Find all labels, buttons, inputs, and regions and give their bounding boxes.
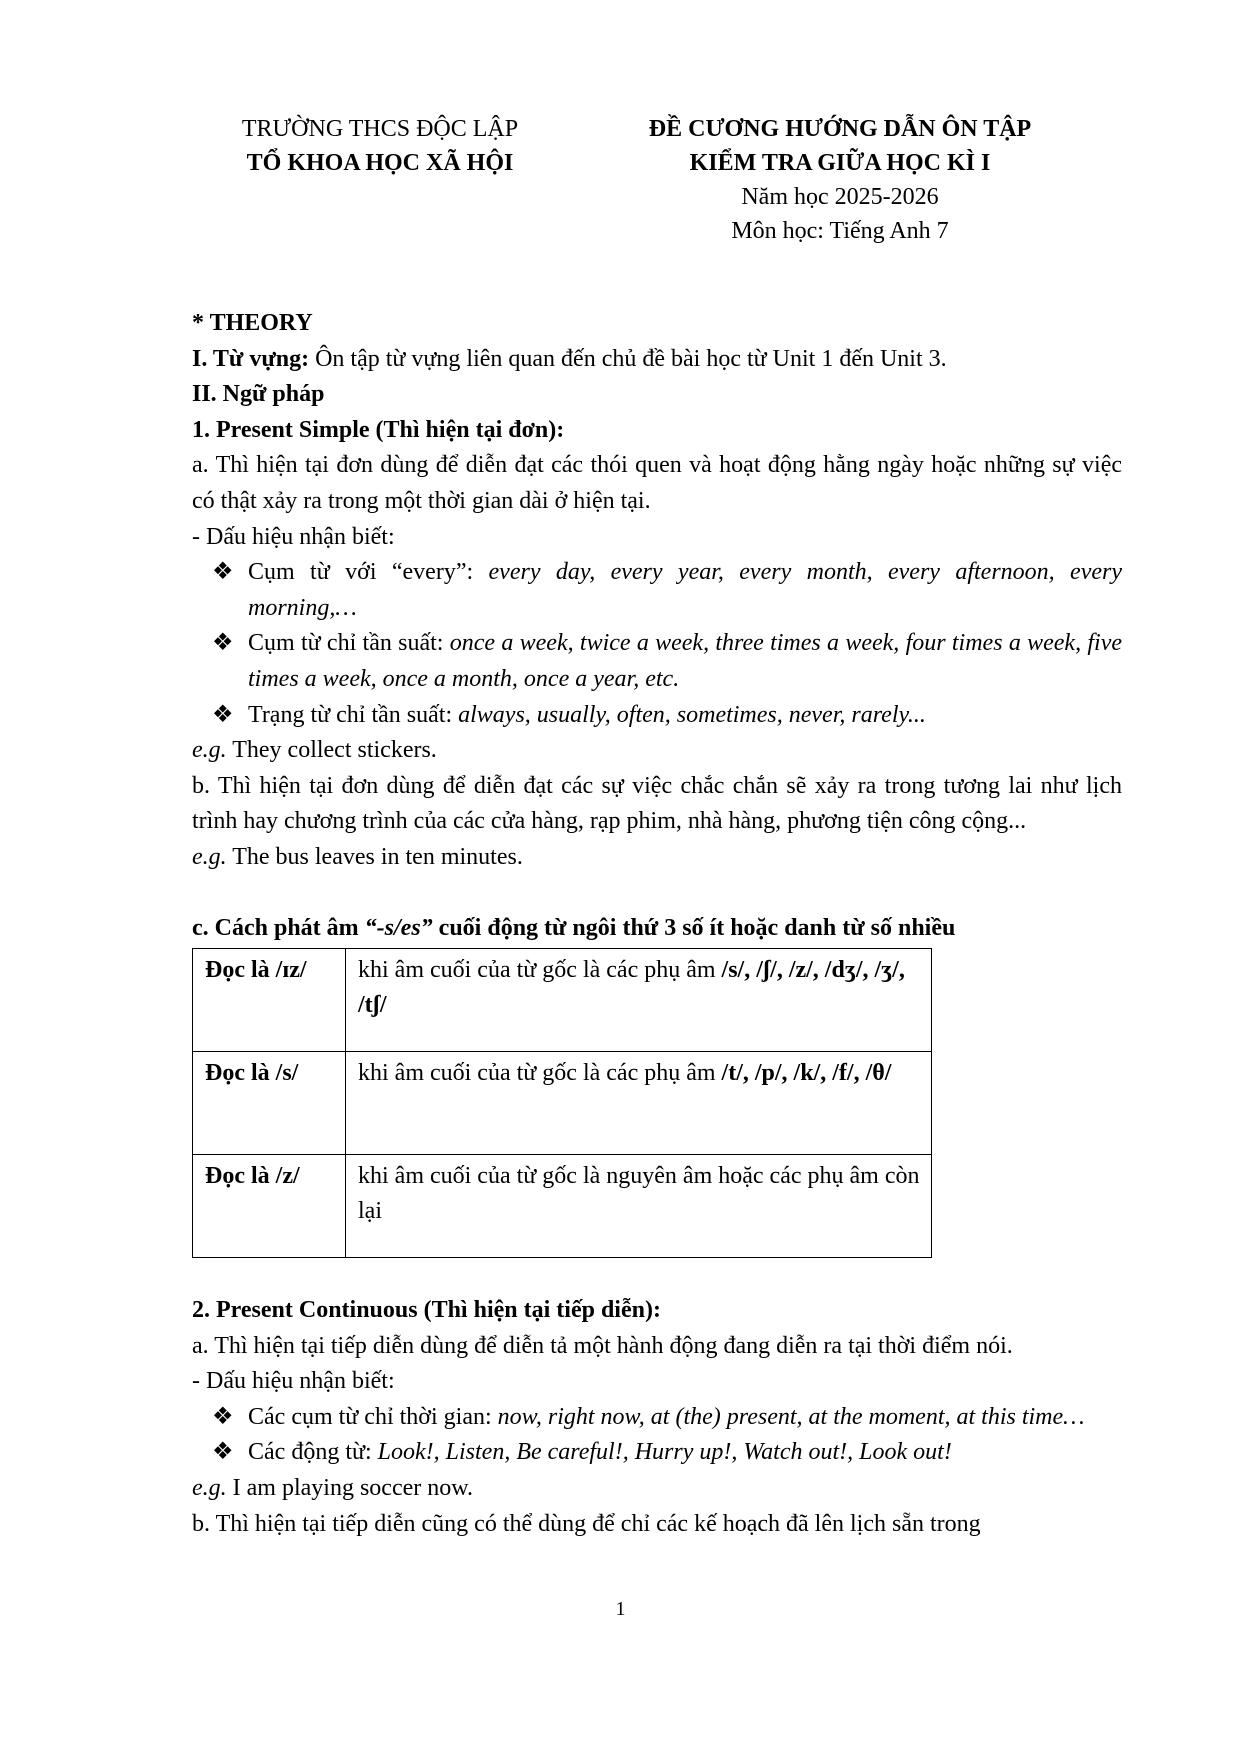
table-row <box>193 949 932 1052</box>
pronunciation-heading-pre: c. Cách phát âm <box>192 914 365 941</box>
document-subtitle: KIỂM TRA GIỮA HỌC KÌ I <box>689 150 991 176</box>
present-continuous-signs-label: - Dấu hiệu nhận biết: <box>192 1368 395 1395</box>
list-item <box>192 1435 1122 1471</box>
school-year: Năm học 2025-2026 <box>741 184 939 210</box>
example-text: I am playing soccer now. <box>226 1475 474 1502</box>
list-item <box>192 698 1122 734</box>
eg-label: e.g. <box>192 737 227 764</box>
department-name: TỔ KHOA HỌC XÃ HỘI <box>246 150 514 176</box>
table-row <box>193 1052 932 1155</box>
grammar-heading: II. Ngữ pháp <box>192 381 325 408</box>
table-row <box>193 1155 932 1258</box>
eg-label: e.g. <box>192 1475 227 1502</box>
list-item <box>192 555 1122 626</box>
pronunciation-heading-suffix: “-s/es” <box>364 914 433 941</box>
vocab-label: I. Từ vựng: <box>192 345 310 372</box>
document-body <box>192 306 1122 1542</box>
bullet-items: Look!, Listen, Be careful!, Hurry up!, Watch out!, Look out! <box>377 1439 952 1466</box>
vocab-paragraph <box>192 342 1122 378</box>
present-simple-b: b. Thì hiện tại đơn dùng để diễn đạt các sự việc chắc chắn sẽ xảy ra trong tương lai như lịch trình hay chương trình của các cửa hàng, rạp phim, nhà hàng, phương tiện công cộng... <box>192 772 1122 835</box>
bullet-label: Cụm từ với “every”: <box>248 559 489 586</box>
present-continuous-b: b. Thì hiện tại tiếp diễn cũng có thể dùng để chỉ các kế hoạch đã lên lịch sẵn trong <box>192 1510 981 1537</box>
example-2 <box>192 840 1122 876</box>
bullet-diamond-icon: ❖ <box>212 1403 234 1430</box>
bullet-items: always, usually, often, sometimes, never, rarely... <box>458 701 926 728</box>
spacer <box>192 1258 1122 1293</box>
table-cell-sound: Đọc là /ɪz/ <box>193 949 346 1052</box>
page-number: 1 <box>615 1598 626 1620</box>
document-title-block <box>590 112 1090 248</box>
present-continuous-a: a. Thì hiện tại tiếp diễn dùng để diễn tả một hành động đang diễn ra tại thời điểm nói. <box>192 1332 1013 1359</box>
present-simple-a: a. Thì hiện tại đơn dùng để diễn đạt các thói quen và hoạt động hằng ngày hoặc những sự việc có thật xảy ra trong một thời gian dài ở hiện tại. <box>192 452 1122 514</box>
bullet-label: Trạng từ chỉ tần suất: <box>248 701 459 728</box>
list-item <box>192 1400 1122 1436</box>
bullet-items: every day, every year, every month, every afternoon, every morning,… <box>248 559 1123 621</box>
present-simple-signs-label: - Dấu hiệu nhận biết: <box>192 523 395 550</box>
bullet-diamond-icon: ❖ <box>212 559 234 586</box>
table-cell-sound: Đọc là /z/ <box>193 1155 346 1258</box>
pronunciation-table <box>192 948 932 1258</box>
bullet-diamond-icon: ❖ <box>212 701 234 728</box>
present-continuous-heading: 2. Present Continuous (Thì hiện tại tiếp diễn): <box>192 1297 661 1324</box>
rule-text: khi âm cuối của từ gốc là các phụ âm <box>358 1060 722 1087</box>
example-3 <box>192 1471 1122 1507</box>
bullet-diamond-icon: ❖ <box>212 1439 234 1466</box>
vocab-text: Ôn tập từ vựng liên quan đến chủ đề bài học từ Unit 1 đến Unit 3. <box>309 345 947 372</box>
table-cell-desc <box>346 1052 932 1155</box>
bullet-diamond-icon: ❖ <box>212 630 234 657</box>
bullet-items: once a week, twice a week, three times a week, four times a week, five times a week, once a month, once a year, etc. <box>248 630 1122 692</box>
school-name: TRƯỜNG THCS ĐỘC LẬP <box>241 116 519 142</box>
bullet-label: Các động từ: <box>248 1439 378 1466</box>
bullet-label: Các cụm từ chỉ thời gian: <box>248 1403 498 1430</box>
table-cell-sound: Đọc là /s/ <box>193 1052 346 1155</box>
spacer <box>192 876 1122 911</box>
theory-heading: * THEORY <box>192 310 313 336</box>
eg-label: e.g. <box>192 843 227 870</box>
rule-sounds: /t/, /p/, /k/, /f/, /θ/ <box>721 1060 892 1087</box>
list-item <box>192 626 1122 697</box>
bullet-items: now, right now, at (the) present, at the moment, at this time… <box>497 1403 1085 1430</box>
example-text: They collect stickers. <box>226 737 437 764</box>
example-text: The bus leaves in ten minutes. <box>226 843 523 870</box>
example-1 <box>192 733 1122 769</box>
pronunciation-heading <box>192 911 1122 947</box>
rule-sounds: /s/, /ʃ/, /z/, /dʒ/, /ʒ/, /tʃ/ <box>358 957 905 1019</box>
school-header <box>200 112 560 180</box>
rule-text: khi âm cuối của từ gốc là nguyên âm hoặc các phụ âm còn lại <box>358 1163 920 1225</box>
pronunciation-heading-post: cuối động từ ngôi thứ 3 số ít hoặc danh từ số nhiều <box>432 914 956 941</box>
rule-text: khi âm cuối của từ gốc là các phụ âm <box>358 957 722 984</box>
document-title: ĐỀ CƯƠNG HƯỚNG DẪN ÔN TẬP <box>648 116 1032 142</box>
table-cell-desc <box>346 1155 932 1258</box>
present-simple-heading: 1. Present Simple (Thì hiện tại đơn): <box>192 416 565 443</box>
table-cell-desc <box>346 949 932 1052</box>
subject: Môn học: Tiếng Anh 7 <box>731 218 949 244</box>
bullet-label: Cụm từ chỉ tần suất: <box>248 630 450 657</box>
